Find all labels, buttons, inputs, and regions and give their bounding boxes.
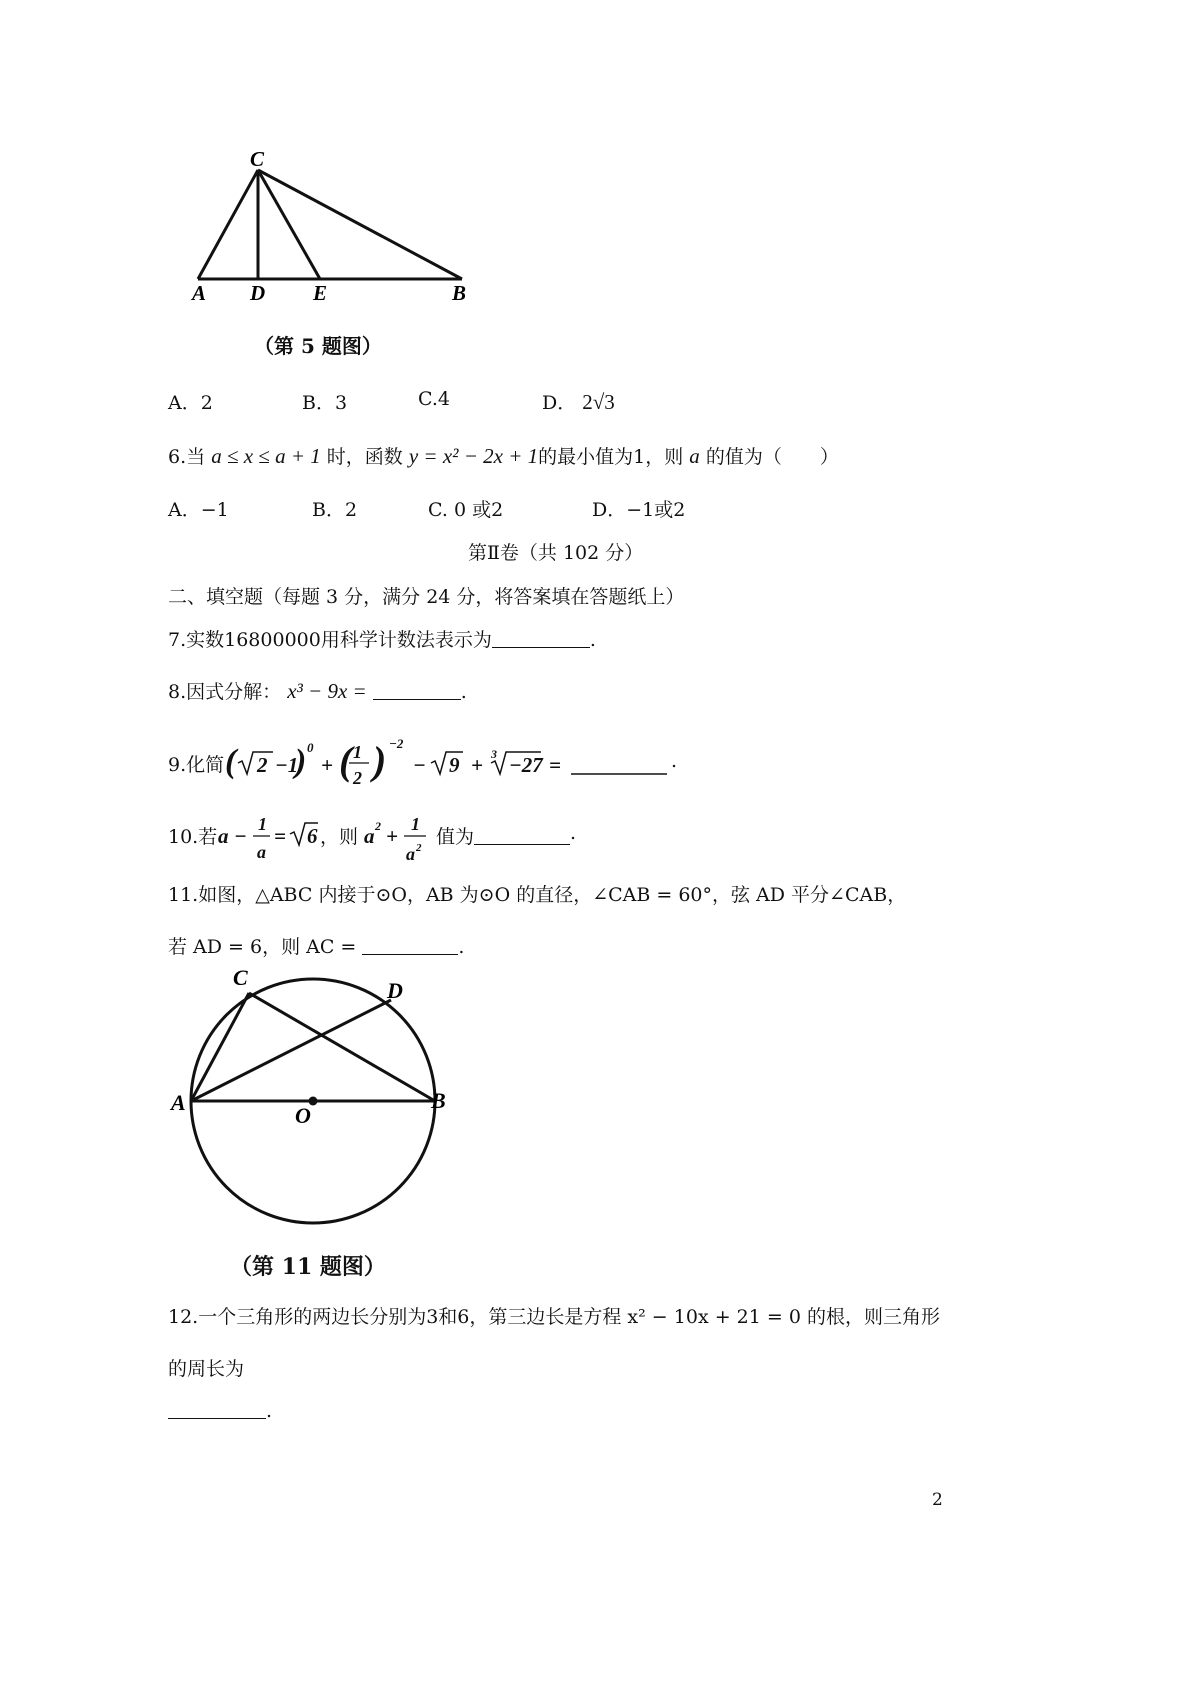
q5-option-c: C.4 <box>418 388 450 410</box>
svg-text:−: − <box>413 753 426 777</box>
fig11-label-b: B <box>431 1088 446 1113</box>
svg-text:1: 1 <box>353 742 362 762</box>
q9-expression <box>225 732 695 794</box>
q8-answer-blank <box>373 681 461 700</box>
label-b: B <box>452 281 467 305</box>
q6-text-1: 当 <box>186 446 206 468</box>
q12-end: . <box>266 1400 273 1422</box>
label-e: E <box>313 281 328 305</box>
svg-text:a: a <box>218 824 229 848</box>
q8-expr: x³ − 9x = <box>287 679 367 703</box>
q6-function: y = x² − 2x + 1 <box>408 444 539 468</box>
svg-text:2: 2 <box>416 842 422 854</box>
svg-text:): ) <box>295 743 307 780</box>
fig11-label-c: C <box>233 965 248 990</box>
q11-answer-blank <box>362 936 458 955</box>
label-a: A <box>192 281 207 305</box>
q10-answer-blank <box>474 826 570 845</box>
label-c: C <box>250 150 265 171</box>
svg-text:0: 0 <box>307 740 314 755</box>
q6-number: 6. <box>168 446 187 468</box>
svg-text:2: 2 <box>353 768 362 788</box>
q6-text-4: 的值为（ ） <box>705 446 839 468</box>
svg-text:9: 9 <box>449 753 460 777</box>
figure-5-triangle <box>170 150 500 330</box>
svg-text:2: 2 <box>375 819 381 833</box>
question-12-line-1: 12.一个三角形的两边长分别为3和6，第三边长是方程 x² − 10x + 21 = 0 的根，则三角形 <box>168 1306 940 1328</box>
q5-option-d-value: 2√3 <box>582 390 615 414</box>
q7-text: 7.实数16800000用科学计数法表示为 <box>168 629 492 651</box>
question-7 <box>168 625 596 652</box>
q11-line-2-text: 若 AD = 6，则 AC = <box>168 936 357 958</box>
q7-answer-blank <box>492 629 590 648</box>
q9-text: 9.化简 <box>168 754 225 776</box>
q6-option-c: C. 0 或2 <box>428 499 504 521</box>
label-d: D <box>250 281 266 305</box>
q6-option-d: D．−1或2 <box>592 499 686 521</box>
page-number: 2 <box>932 1490 943 1510</box>
q10-text-1: 10.若 <box>168 826 218 848</box>
svg-text:=: = <box>549 753 561 777</box>
q11-end: . <box>458 936 465 958</box>
q9-end: . <box>671 750 678 772</box>
svg-text:2: 2 <box>257 753 268 777</box>
svg-text:a: a <box>364 824 375 848</box>
svg-text:+: + <box>386 824 398 848</box>
question-12-line-2: 的周长为 <box>168 1358 245 1380</box>
svg-text:1: 1 <box>258 814 267 834</box>
fig11-label-d: D <box>387 978 403 1003</box>
question-12-line-3 <box>168 1400 272 1422</box>
q12-answer-blank <box>168 1400 266 1419</box>
section-heading: 二、填空题（每题 3 分，满分 24 分，将答案填在答题纸上） <box>168 586 685 608</box>
question-6 <box>168 442 839 469</box>
q8-end: . <box>460 681 467 703</box>
figure-11-caption: （第 11 题图） <box>230 1254 386 1280</box>
svg-text:−27: −27 <box>509 753 543 777</box>
svg-text:−1: −1 <box>275 753 299 777</box>
q10-end: . <box>570 822 577 844</box>
q8-text: 8.因式分解： <box>168 681 282 703</box>
svg-text:3: 3 <box>491 747 497 761</box>
svg-text:1: 1 <box>411 814 420 834</box>
q7-end: . <box>589 629 596 651</box>
q10-text-3: 值为 <box>436 826 475 848</box>
q6-option-a: A．−1 <box>168 499 229 521</box>
q5-option-d <box>542 388 615 415</box>
fig11-label-a: A <box>171 1090 186 1115</box>
figure-11-circle <box>165 960 475 1245</box>
fig11-label-o: O <box>295 1103 311 1128</box>
svg-text:−2: −2 <box>389 736 404 751</box>
svg-text:a: a <box>257 842 266 862</box>
q5-option-d-prefix: D． <box>542 392 577 414</box>
svg-text:(: ( <box>339 738 353 783</box>
question-10 <box>168 806 768 866</box>
figure-5-caption: （第 5 题图） <box>254 334 382 358</box>
question-8 <box>168 677 467 704</box>
question-11-line-1: 11.如图，△ABC 内接于⊙O，AB 为⊙O 的直径，∠CAB = 60°，弦 AD 平分∠CAB， <box>168 884 907 906</box>
svg-text:a: a <box>406 844 415 864</box>
svg-text:+: + <box>471 753 483 777</box>
q6-var: a <box>689 444 700 468</box>
q10-text-2: ，则 <box>320 826 359 848</box>
svg-text:6: 6 <box>307 824 318 848</box>
svg-text:(: ( <box>225 743 237 780</box>
q6-condition: a ≤ x ≤ a + 1 <box>211 444 321 468</box>
svg-text:−: − <box>234 824 247 848</box>
question-11-line-2 <box>168 932 464 959</box>
q5-option-a: A．2 <box>168 392 213 414</box>
q5-option-b: B．3 <box>302 392 348 414</box>
q10-expr-2 <box>364 806 440 868</box>
q6-text-3: 的最小值为1，则 <box>538 446 684 468</box>
q6-text-2: 时，函数 <box>326 446 403 468</box>
section-title: 第Ⅱ卷（共 102 分） <box>468 542 644 564</box>
q10-expr-1 <box>218 806 318 866</box>
q6-option-b: B．2 <box>312 499 358 521</box>
svg-text:+: + <box>321 753 333 777</box>
svg-text:=: = <box>274 824 286 848</box>
svg-text:): ) <box>373 738 387 783</box>
